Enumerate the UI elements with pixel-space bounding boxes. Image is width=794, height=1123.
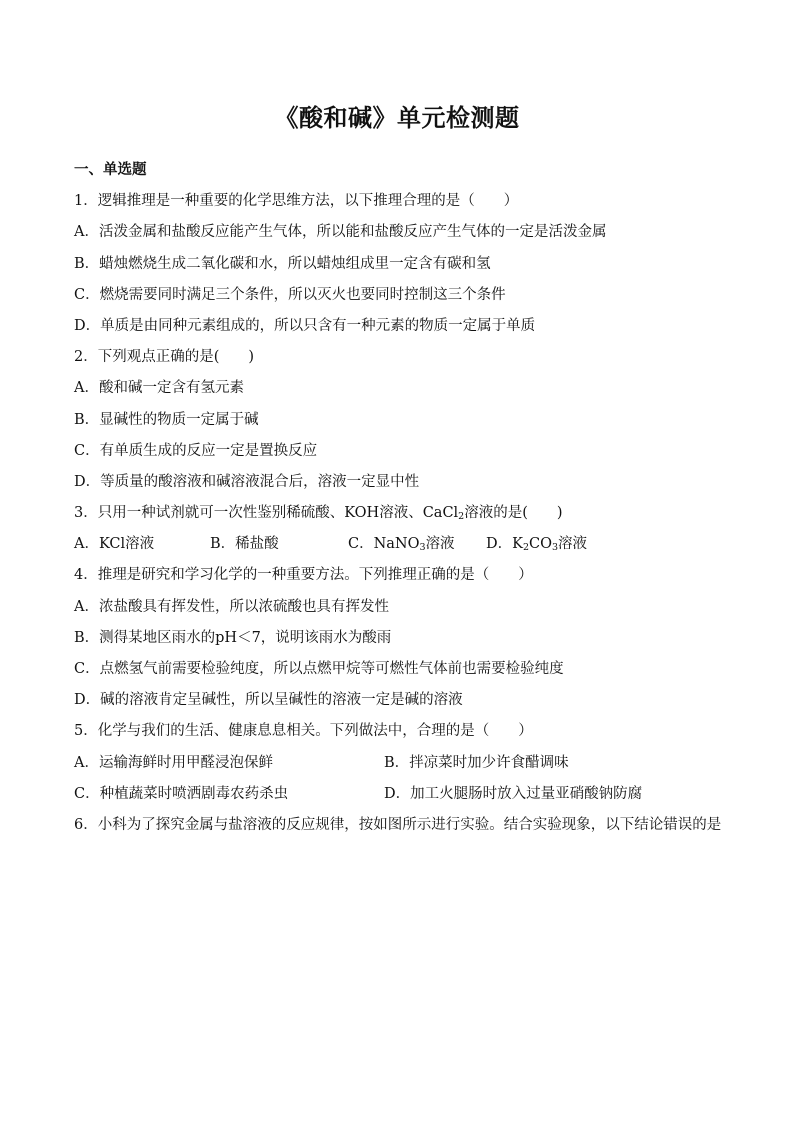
question-3-stem-text: 3．只用一种试剂就可一次性鉴别稀硫酸、KOH溶液、CaCl <box>74 505 459 522</box>
page-title: 《酸和碱》单元检测题 <box>274 104 520 132</box>
question-5-options-row-2 <box>74 779 734 810</box>
question-2-option-b: B．显碱性的物质一定属于碱 <box>74 411 259 428</box>
exam-content <box>74 155 734 841</box>
option-text: C．NaNO <box>348 536 420 553</box>
question-5-stem: 5．化学与我们的生活、健康息息相关。下列做法中，合理的是（ ） <box>74 723 533 740</box>
question-4-option-d: D．碱的溶液肯定呈碱性，所以呈碱性的溶液一定是碱的溶液 <box>74 692 463 709</box>
subscript: 2 <box>458 511 465 523</box>
question-3-stem <box>74 498 734 529</box>
question-5-option-a: A．运输海鲜时用甲醛浸泡保鲜 <box>74 754 273 771</box>
question-5-options-row-1 <box>74 748 734 779</box>
question-1-option-c: C．燃烧需要同时满足三个条件，所以灭火也要同时控制这三个条件 <box>74 286 506 303</box>
question-1-option-d: D．单质是由同种元素组成的，所以只含有一种元素的物质一定属于单质 <box>74 317 536 334</box>
question-2-option-d: D．等质量的酸溶液和碱溶液混合后，溶液一定显中性 <box>74 473 420 490</box>
question-3-stem-tail: 溶液的是( ) <box>464 505 563 522</box>
option-text: A．KCl溶液 <box>74 536 155 553</box>
question-4-stem: 4．推理是研究和学习化学的一种重要方法。下列推理正确的是（ ） <box>74 567 533 584</box>
question-2-option-c: C．有单质生成的反应一定是置换反应 <box>74 442 318 459</box>
question-5-option-d: D．加工火腿肠时放入过量亚硝酸钠防腐 <box>384 785 643 802</box>
question-3-option-b <box>210 529 348 560</box>
question-1-stem: 1．逻辑推理是一种重要的化学思维方法，以下推理合理的是（ ） <box>74 193 519 210</box>
question-3-option-a <box>74 529 210 560</box>
question-4-option-c: C．点燃氢气前需要检验纯度，所以点燃甲烷等可燃性气体前也需要检验纯度 <box>74 661 564 677</box>
question-4-option-b: B．测得某地区雨水的pH＜7，说明该雨水为酸雨 <box>74 629 392 646</box>
subscript: 3 <box>419 542 426 554</box>
question-3-options <box>74 529 734 560</box>
question-5-option-b: B．拌凉菜时加少许食醋调味 <box>384 754 569 771</box>
option-text: B．稀盐酸 <box>210 536 279 553</box>
question-4-option-a: A．浓盐酸具有挥发性，所以浓硫酸也具有挥发性 <box>74 598 389 615</box>
question-1-option-a: A．活泼金属和盐酸反应能产生气体，所以能和盐酸反应产生气体的一定是活泼金属 <box>74 224 607 241</box>
question-1-option-b: B．蜡烛燃烧生成二氧化碳和水，所以蜡烛组成里一定含有碳和氢 <box>74 255 491 272</box>
question-6-stem: 6．小科为了探究金属与盐溶液的反应规律，按如图所示进行实验。结合实验现象，以下结论错误的是 <box>74 816 722 833</box>
option-text-tail: 溶液 <box>425 536 455 553</box>
option-text-tail: 溶液 <box>558 536 588 553</box>
question-2-stem: 2．下列观点正确的是( ) <box>74 349 255 366</box>
option-text: D．K <box>486 536 523 553</box>
question-5-option-c: C．种植蔬菜时喷洒剧毒农药杀虫 <box>74 785 289 802</box>
option-text-mid: CO <box>529 536 552 553</box>
section-heading: 一、单选题 <box>74 162 147 178</box>
question-3-option-c <box>348 529 486 560</box>
subscript: 3 <box>552 542 559 554</box>
question-3-option-d <box>486 529 626 560</box>
question-2-option-a: A．酸和碱一定含有氢元素 <box>74 380 244 397</box>
subscript: 2 <box>522 542 530 554</box>
